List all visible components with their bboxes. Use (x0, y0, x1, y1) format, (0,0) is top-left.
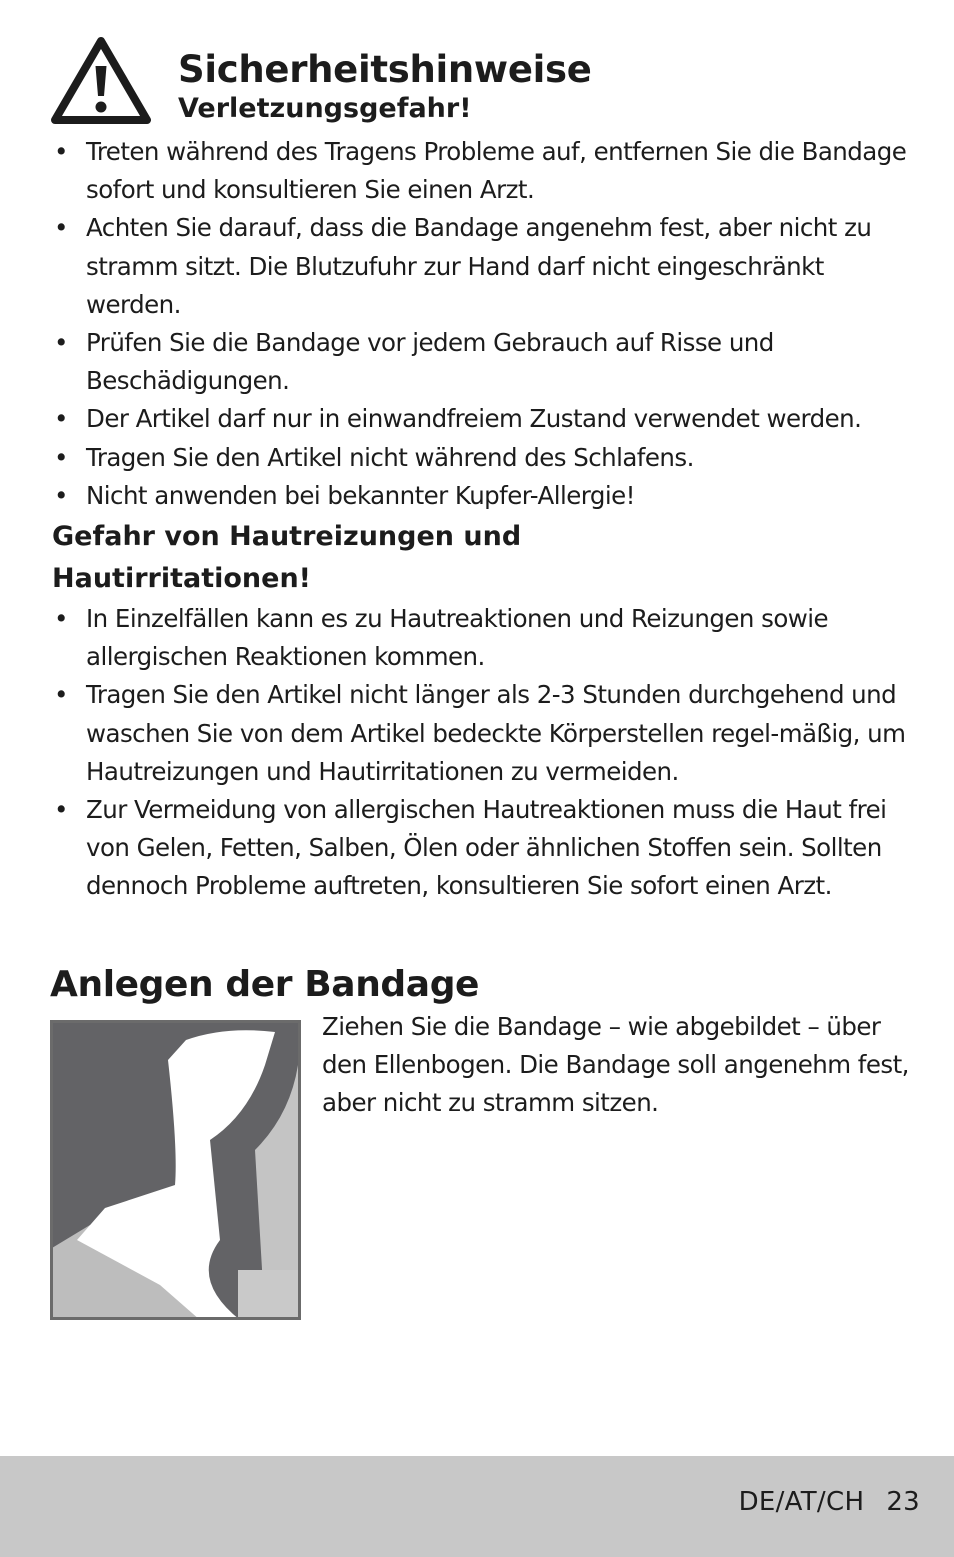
bullet-marker: • (54, 442, 68, 472)
injury-hazard-heading: Verletzungsgefahr! (178, 93, 472, 124)
list-item: • Tragen Sie den Artikel nicht länger als 2-3 Stunden durchgehend und waschen Sie von dem Artikel bedeckte Körperstellen regel-mäßig, um Hautreizungen und Hautirritationen zu vermeiden. (52, 676, 912, 791)
list-item: • Prüfen Sie die Bandage vor jedem Gebrauch auf Risse und Beschädigungen. (52, 324, 912, 400)
region-code: DE/AT/CH (738, 1487, 865, 1517)
bullet-marker: • (54, 213, 68, 243)
list-item: • Nicht anwenden bei bekannter Kupfer-Allergie! (52, 477, 912, 515)
bandage-illustration (50, 1020, 301, 1320)
safety-list (52, 133, 912, 515)
list-item: • Treten während des Tragens Probleme auf, entfernen Sie die Bandage sofort und konsultieren Sie einen Arzt. (52, 133, 912, 209)
list-item: • Der Artikel darf nur in einwandfreiem Zustand verwendet werden. (52, 400, 912, 438)
footer-bar (0, 1456, 954, 1557)
list-item: • Tragen Sie den Artikel nicht während des Schlafens. (52, 439, 912, 477)
apply-heading: Anlegen der Bandage (50, 964, 480, 1005)
footer-text (739, 1484, 920, 1520)
page-title: Sicherheitshinweise (178, 48, 592, 91)
bullet-marker: • (54, 680, 68, 710)
bullet-marker: • (54, 404, 68, 434)
bullet-marker: • (54, 480, 68, 510)
page-number: 23 (886, 1487, 920, 1517)
bullet-marker: • (54, 137, 68, 166)
bullet-marker: • (54, 328, 68, 358)
bullet-marker: • (54, 604, 68, 633)
apply-instructions: Ziehen Sie die Bandage – wie abgebildet – über den Ellenbogen. Die Bandage soll angenehm fest, aber nicht zu stramm sitzen. (322, 1012, 909, 1118)
skin-list (52, 600, 912, 906)
warning-triangle-icon (50, 36, 152, 124)
list-item: • In Einzelfällen kann es zu Hautreaktionen und Reizungen sowie allergischen Reaktionen kommen. (52, 600, 912, 676)
list-item: • Achten Sie darauf, dass die Bandage angenehm fest, aber nicht zu stramm sitzt. Die Blutzufuhr zur Hand darf nicht eingeschränkt werden. (52, 209, 912, 324)
list-item: • Zur Vermeidung von allergischen Hautreaktionen muss die Haut frei von Gelen, Fetten, Salben, Ölen oder ähnlichen Stoffen sein. Sollten dennoch Probleme auftreten, konsultieren Sie sofort einen Arzt. (52, 791, 912, 906)
skin-irritation-heading: Gefahr von Hautreizungen und Hautirritationen! (52, 521, 522, 594)
bullet-marker: • (54, 795, 68, 825)
